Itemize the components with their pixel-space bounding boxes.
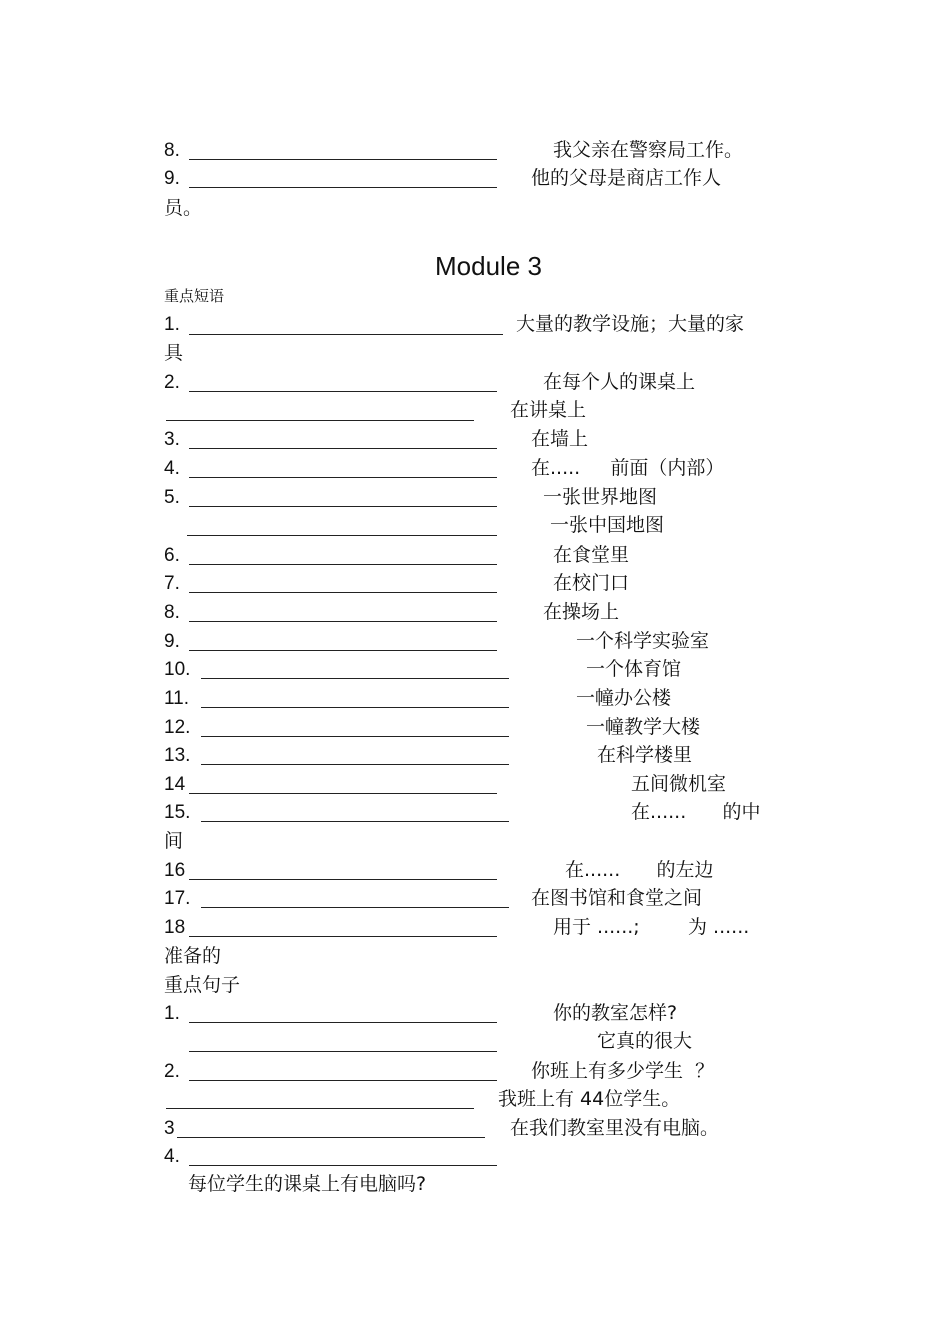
chinese-prompt: 在..... 前面（内部） [531,457,725,479]
blank-line[interactable] [189,334,503,335]
blank-line[interactable] [201,907,509,908]
chinese-prompt: 在我们教室里没有电脑。 [510,1117,720,1139]
item-number: 8. [164,602,180,623]
item-number: 2. [164,1061,180,1082]
chinese-prompt: 五间微机室 [631,773,727,795]
chinese-prompt: 一幢教学大楼 [586,716,701,738]
chinese-prompt: 一张世界地图 [543,486,658,508]
chinese-prompt: 在食堂里 [553,544,630,566]
wrapped-text: 间 [164,830,184,852]
chinese-prompt: 在...... 的中 [631,801,761,823]
blank-line[interactable] [189,793,497,794]
item-number: 18 [164,917,186,938]
blank-line[interactable] [189,159,497,160]
blank-line[interactable] [166,420,474,421]
blank-line[interactable] [177,1137,485,1138]
blank-line[interactable] [201,821,509,822]
item-number: 3. [164,429,180,450]
wrapped-text: 每位学生的课桌上有电脑吗? [188,1173,427,1195]
blank-line[interactable] [189,936,497,937]
chinese-prompt: 一张中国地图 [550,514,665,536]
chinese-prompt: 一个科学实验室 [576,630,710,652]
chinese-prompt: 在操场上 [543,601,620,623]
chinese-prompt: 在图书馆和食堂之间 [531,887,703,909]
item-number: 11. [164,688,190,709]
item-number: 4. [164,1146,180,1167]
item-number: 8. [164,140,180,161]
item-number: 14 [164,774,186,795]
page-title: Module 3 [435,251,542,281]
item-number: 13. [164,745,191,766]
item-number: 17. [164,888,191,909]
blank-line[interactable] [201,678,509,679]
chinese-prompt: 在校门口 [553,572,630,594]
chinese-prompt: 一个体育馆 [586,658,682,680]
blank-line[interactable] [189,879,497,880]
chinese-prompt: 你的教室怎样? [553,1002,678,1024]
chinese-prompt: 它真的很大 [597,1030,693,1052]
blank-line[interactable] [189,477,497,478]
item-number: 16 [164,860,186,881]
blank-line[interactable] [189,1165,497,1166]
item-number: 15. [164,802,191,823]
chinese-prompt: 一幢办公楼 [576,687,672,709]
blank-line[interactable] [189,592,497,593]
item-number: 5. [164,487,180,508]
blank-line[interactable] [189,506,497,507]
wrapped-text: 准备的 [164,945,222,967]
wrapped-text: 具 [164,342,184,364]
blank-line[interactable] [189,1080,497,1081]
item-number: 7. [164,573,180,594]
item-number: 10. [164,659,191,680]
blank-line[interactable] [189,391,497,392]
item-number: 3 [164,1118,175,1139]
blank-line[interactable] [189,1051,497,1052]
item-number: 1. [164,1003,180,1024]
item-number: 12. [164,717,191,738]
chinese-prompt: 在每个人的课桌上 [543,371,696,393]
chinese-prompt: 用于 ......; 为 ...... [553,916,750,938]
item-number: 9. [164,631,180,652]
item-number: 1. [164,314,180,335]
item-number: 6. [164,545,180,566]
chinese-prompt: 他的父母是商店工作人 [531,167,722,189]
blank-line[interactable] [189,621,497,622]
blank-line[interactable] [189,564,497,565]
chinese-prompt: 你班上有多少学生 ？ [531,1060,715,1082]
item-number: 4. [164,458,180,479]
section-heading: 重点短语 [164,287,225,305]
blank-line[interactable] [189,1022,497,1023]
blank-line[interactable] [187,535,497,536]
blank-line[interactable] [201,707,509,708]
section-heading: 重点句子 [164,974,241,996]
chinese-prompt: 在科学楼里 [597,744,693,766]
item-number: 2. [164,372,180,393]
chinese-prompt: 我班上有 44位学生。 [498,1088,681,1110]
chinese-prompt: 在墙上 [531,428,589,450]
blank-line[interactable] [201,736,509,737]
chinese-prompt: 在讲桌上 [510,399,587,421]
blank-line[interactable] [166,1108,474,1109]
chinese-prompt: 我父亲在警察局工作。 [553,139,744,161]
item-number: 9. [164,168,180,189]
chinese-prompt: 在...... 的左边 [565,859,714,881]
blank-line[interactable] [189,187,497,188]
blank-line[interactable] [189,650,497,651]
blank-line[interactable] [189,448,497,449]
wrapped-text: 员。 [164,197,203,219]
chinese-prompt: 大量的教学设施；大量的家 [516,313,745,335]
blank-line[interactable] [201,764,509,765]
